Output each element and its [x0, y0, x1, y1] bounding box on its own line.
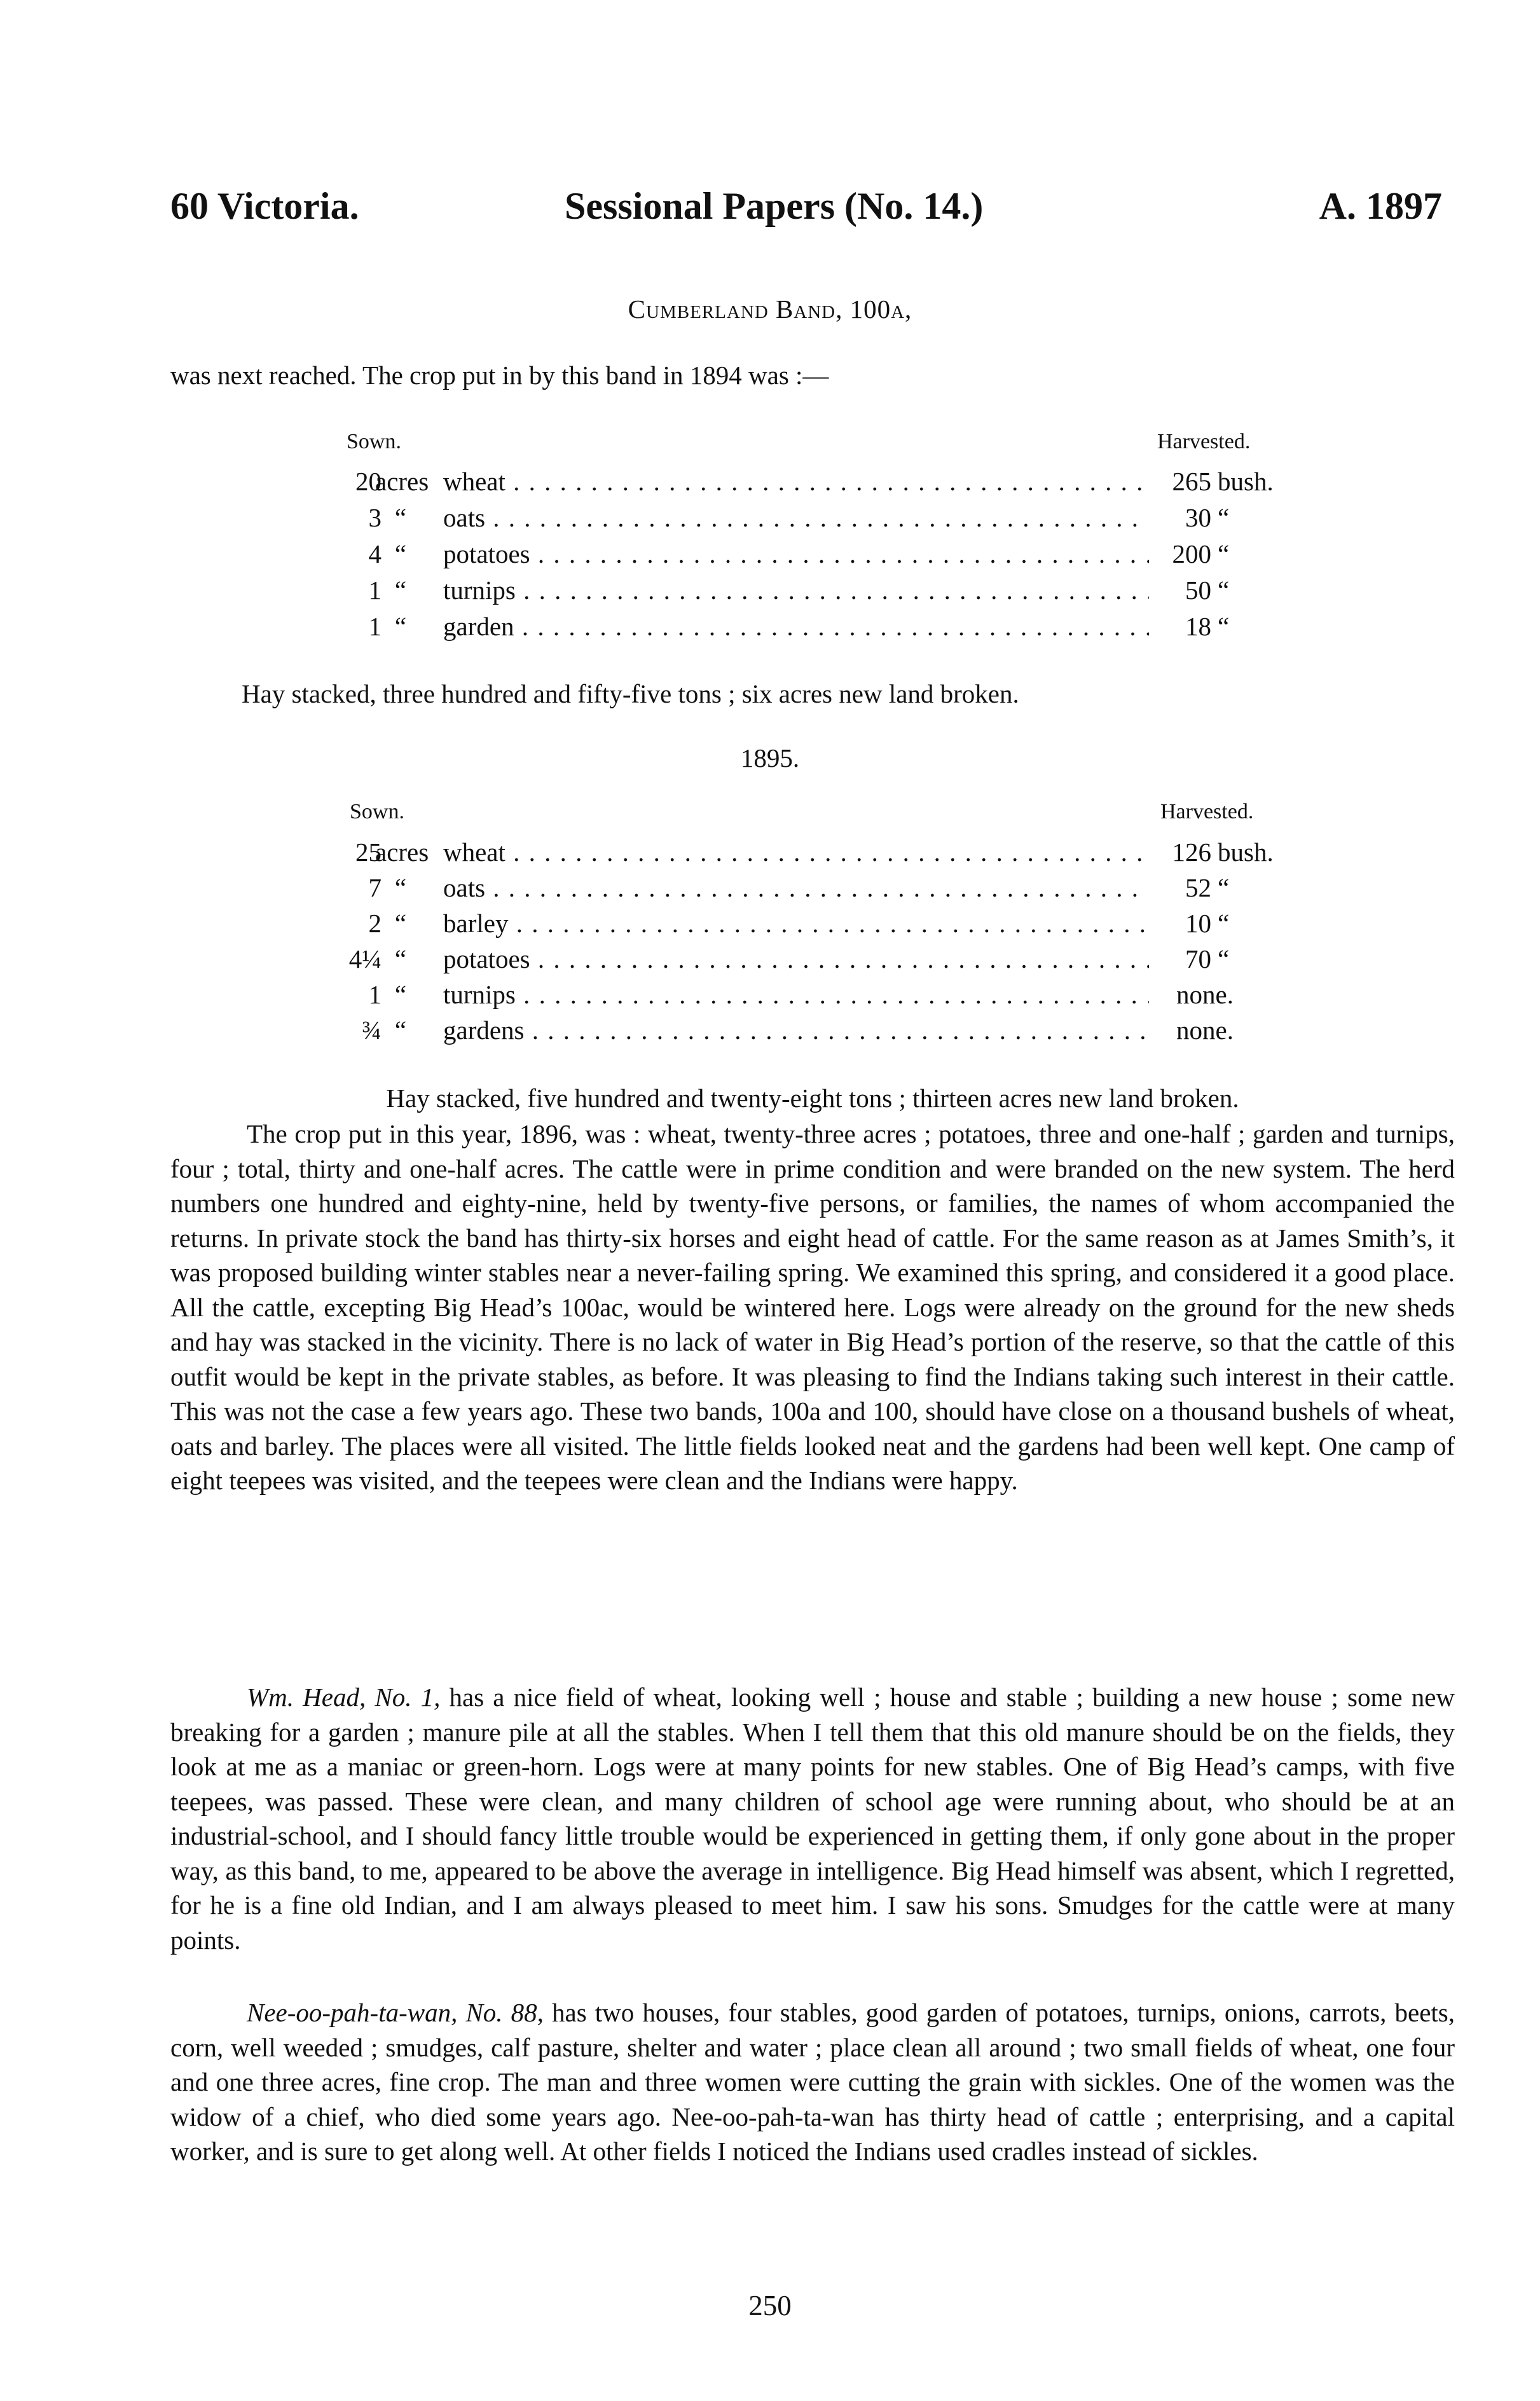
paragraph-nee-oo-pah-ta-wan — [170, 1995, 1455, 2169]
harvested-amount: 126 bush. — [1172, 837, 1274, 867]
table-row — [0, 466, 1540, 503]
sown-amount: 4 — [368, 539, 382, 568]
header-year: A. 1897 — [1319, 185, 1442, 227]
sown-label: Sown. — [350, 800, 404, 823]
crop-name: turnips . . . — [443, 575, 1149, 605]
crop-name: oats . . . — [443, 872, 1149, 903]
sown-amount: ¾ — [362, 1015, 382, 1045]
sown-unit: “ — [394, 539, 407, 568]
table-row — [0, 611, 1540, 648]
table-row — [0, 979, 1540, 1016]
sown-unit: “ — [394, 980, 407, 1009]
year-heading-1895: 1895. — [740, 743, 800, 773]
page-number: 250 — [748, 2290, 792, 2322]
intro-line: was next reached. The crop put in by this band in 1894 was :— — [170, 361, 829, 390]
harvested-amount: 30 “ — [1185, 503, 1230, 532]
sown-unit: “ — [394, 873, 407, 902]
table-row — [0, 837, 1540, 874]
table-row — [0, 908, 1540, 945]
harvested-amount: 52 “ — [1185, 873, 1230, 902]
hay-note-1895: Hay stacked, five hundred and twenty-eight tons ; thirteen acres new land broken. — [386, 1084, 1239, 1113]
crop-name: wheat . . . — [443, 837, 1149, 867]
sown-unit: acres — [375, 467, 429, 496]
paragraph-wm-head — [170, 1680, 1455, 1957]
entry-name: Nee-oo-pah-ta-wan, No. 88, — [247, 1998, 544, 2027]
harvested-amount: none. — [1176, 980, 1234, 1009]
sown-unit: “ — [394, 575, 407, 605]
table-row — [0, 539, 1540, 575]
table-row — [0, 944, 1540, 980]
crop-name: wheat . . . — [443, 466, 1149, 497]
table-row — [0, 575, 1540, 612]
sown-unit: “ — [394, 612, 407, 641]
sown-amount: 4¼ — [348, 944, 382, 973]
sown-unit: “ — [394, 503, 407, 532]
hay-note-1894: Hay stacked, three hundred and fifty-five tons ; six acres new land broken. — [242, 679, 1019, 708]
sown-amount: 2 — [368, 909, 382, 938]
entry-text: has two houses, four stables, good garden of potatoes, turnips, onions, carrots, beets, corn, well weeded ; smudges, calf pasture, shelter and water ; place clean all around ; two small fields of wheat, one four and one three acres, fine crop. The man and three women were cutting the grain with sickles. One of the women was the widow of a chief, who died some years ago. Nee-oo-pah-ta-wan has thirty head of cattle ; enterprising, and a capital worker, and is sure to get along well. At other fields I noticed the Indians used cradles instead of sickles. — [170, 1998, 1455, 2166]
harvested-amount: none. — [1176, 1015, 1234, 1045]
sown-unit: acres — [375, 837, 429, 867]
sown-amount: 25 — [355, 837, 382, 867]
crop-name: barley . . . — [443, 908, 1149, 939]
crop-name: garden . . . — [443, 611, 1149, 642]
harvested-amount: 200 “ — [1172, 539, 1230, 568]
crop-name: gardens . . . — [443, 1015, 1149, 1045]
crop-name: potatoes . . . — [443, 944, 1149, 974]
harvested-amount: 10 “ — [1185, 909, 1230, 938]
crop-name: oats . . . — [443, 502, 1149, 533]
paragraph-1896-crop: The crop put in this year, 1896, was : wheat, twenty-three acres ; potatoes, three and one-half ; garden and turnips, four ; total, thirty and one-half acres. The cattle were in prime condition and were branded on the new system. The herd numbers one hundred and eighty-nine, held by twenty-five persons, or families, the names of whom accompanied the returns. In private stock the band has thirty-six horses and eight head of cattle. For the same reason as at James Smith’s, it was proposed building winter stables near a never-failing spring. We examined this spring, and considered it a good place. All the cattle, excepting Big Head’s 100ac, would be wintered here. Logs were already on the ground for the new sheds and hay was stacked in the vicinity. There is no lack of water in Big Head’s portion of the reserve, so that the cattle of this outfit would be kept in the private stables, as before. It was pleasing to find the Indians taking such interest in their cattle. This was not the case a few years ago. These two bands, 100a and 100, should have close on a thousand bushels of wheat, oats and barley. The places were all visited. The little fields looked neat and the gardens had been well kept. One camp of eight teepees was visited, and the teepees were clean and the Indians were happy. — [170, 1119, 1455, 1495]
crop-name: turnips . . . — [443, 979, 1149, 1010]
entry-name: Wm. Head, No. 1, — [247, 1682, 441, 1712]
harvested-amount: 265 bush. — [1172, 467, 1274, 496]
sown-amount: 3 — [368, 503, 382, 532]
crop-name: potatoes . . . — [443, 539, 1149, 569]
harvested-amount: 70 “ — [1185, 944, 1230, 973]
sown-amount: 7 — [368, 873, 382, 902]
sown-amount: 1 — [368, 575, 382, 605]
table-row — [0, 502, 1540, 539]
sown-label: Sown. — [347, 430, 401, 453]
sown-unit: “ — [394, 909, 407, 938]
section-heading: Cumberland Band, 100a, — [628, 294, 912, 324]
table-row — [0, 872, 1540, 909]
harvested-label: Harvested. — [1157, 430, 1251, 453]
header-volume: 60 Victoria. — [170, 185, 359, 227]
harvested-amount: 50 “ — [1185, 575, 1230, 605]
harvested-label: Harvested. — [1160, 800, 1254, 823]
sown-unit: “ — [394, 1015, 407, 1045]
table-row — [0, 1015, 1540, 1052]
sown-amount: 1 — [368, 612, 382, 641]
harvested-amount: 18 “ — [1185, 612, 1230, 641]
sown-amount: 1 — [368, 980, 382, 1009]
running-header — [170, 184, 1442, 242]
entry-text: has a nice field of wheat, looking well ; house and stable ; building a new house ; some new breaking for a garden ; manure pile at all the stables. When I tell them that this old manure should be on the fields, they look at me as a maniac or green-horn. Logs were at many points for new stables. One of Big Head’s camps, with five teepees, was passed. These were clean, and many children of school age were running about, who should be at an industrial-school, and I should fancy little trouble would be experienced in getting them, if only gone about in the proper way, as this band, to me, appeared to be above the average in intelligence. Big Head himself was absent, which I regretted, for he is a fine old Indian, and I am always pleased to meet him. I saw his sons. Smudges for the cattle were at many points. — [170, 1682, 1455, 1955]
sown-amount: 20 — [355, 467, 382, 496]
header-sessional-papers: Sessional Papers (No. 14.) — [565, 185, 984, 227]
sown-unit: “ — [394, 944, 407, 973]
